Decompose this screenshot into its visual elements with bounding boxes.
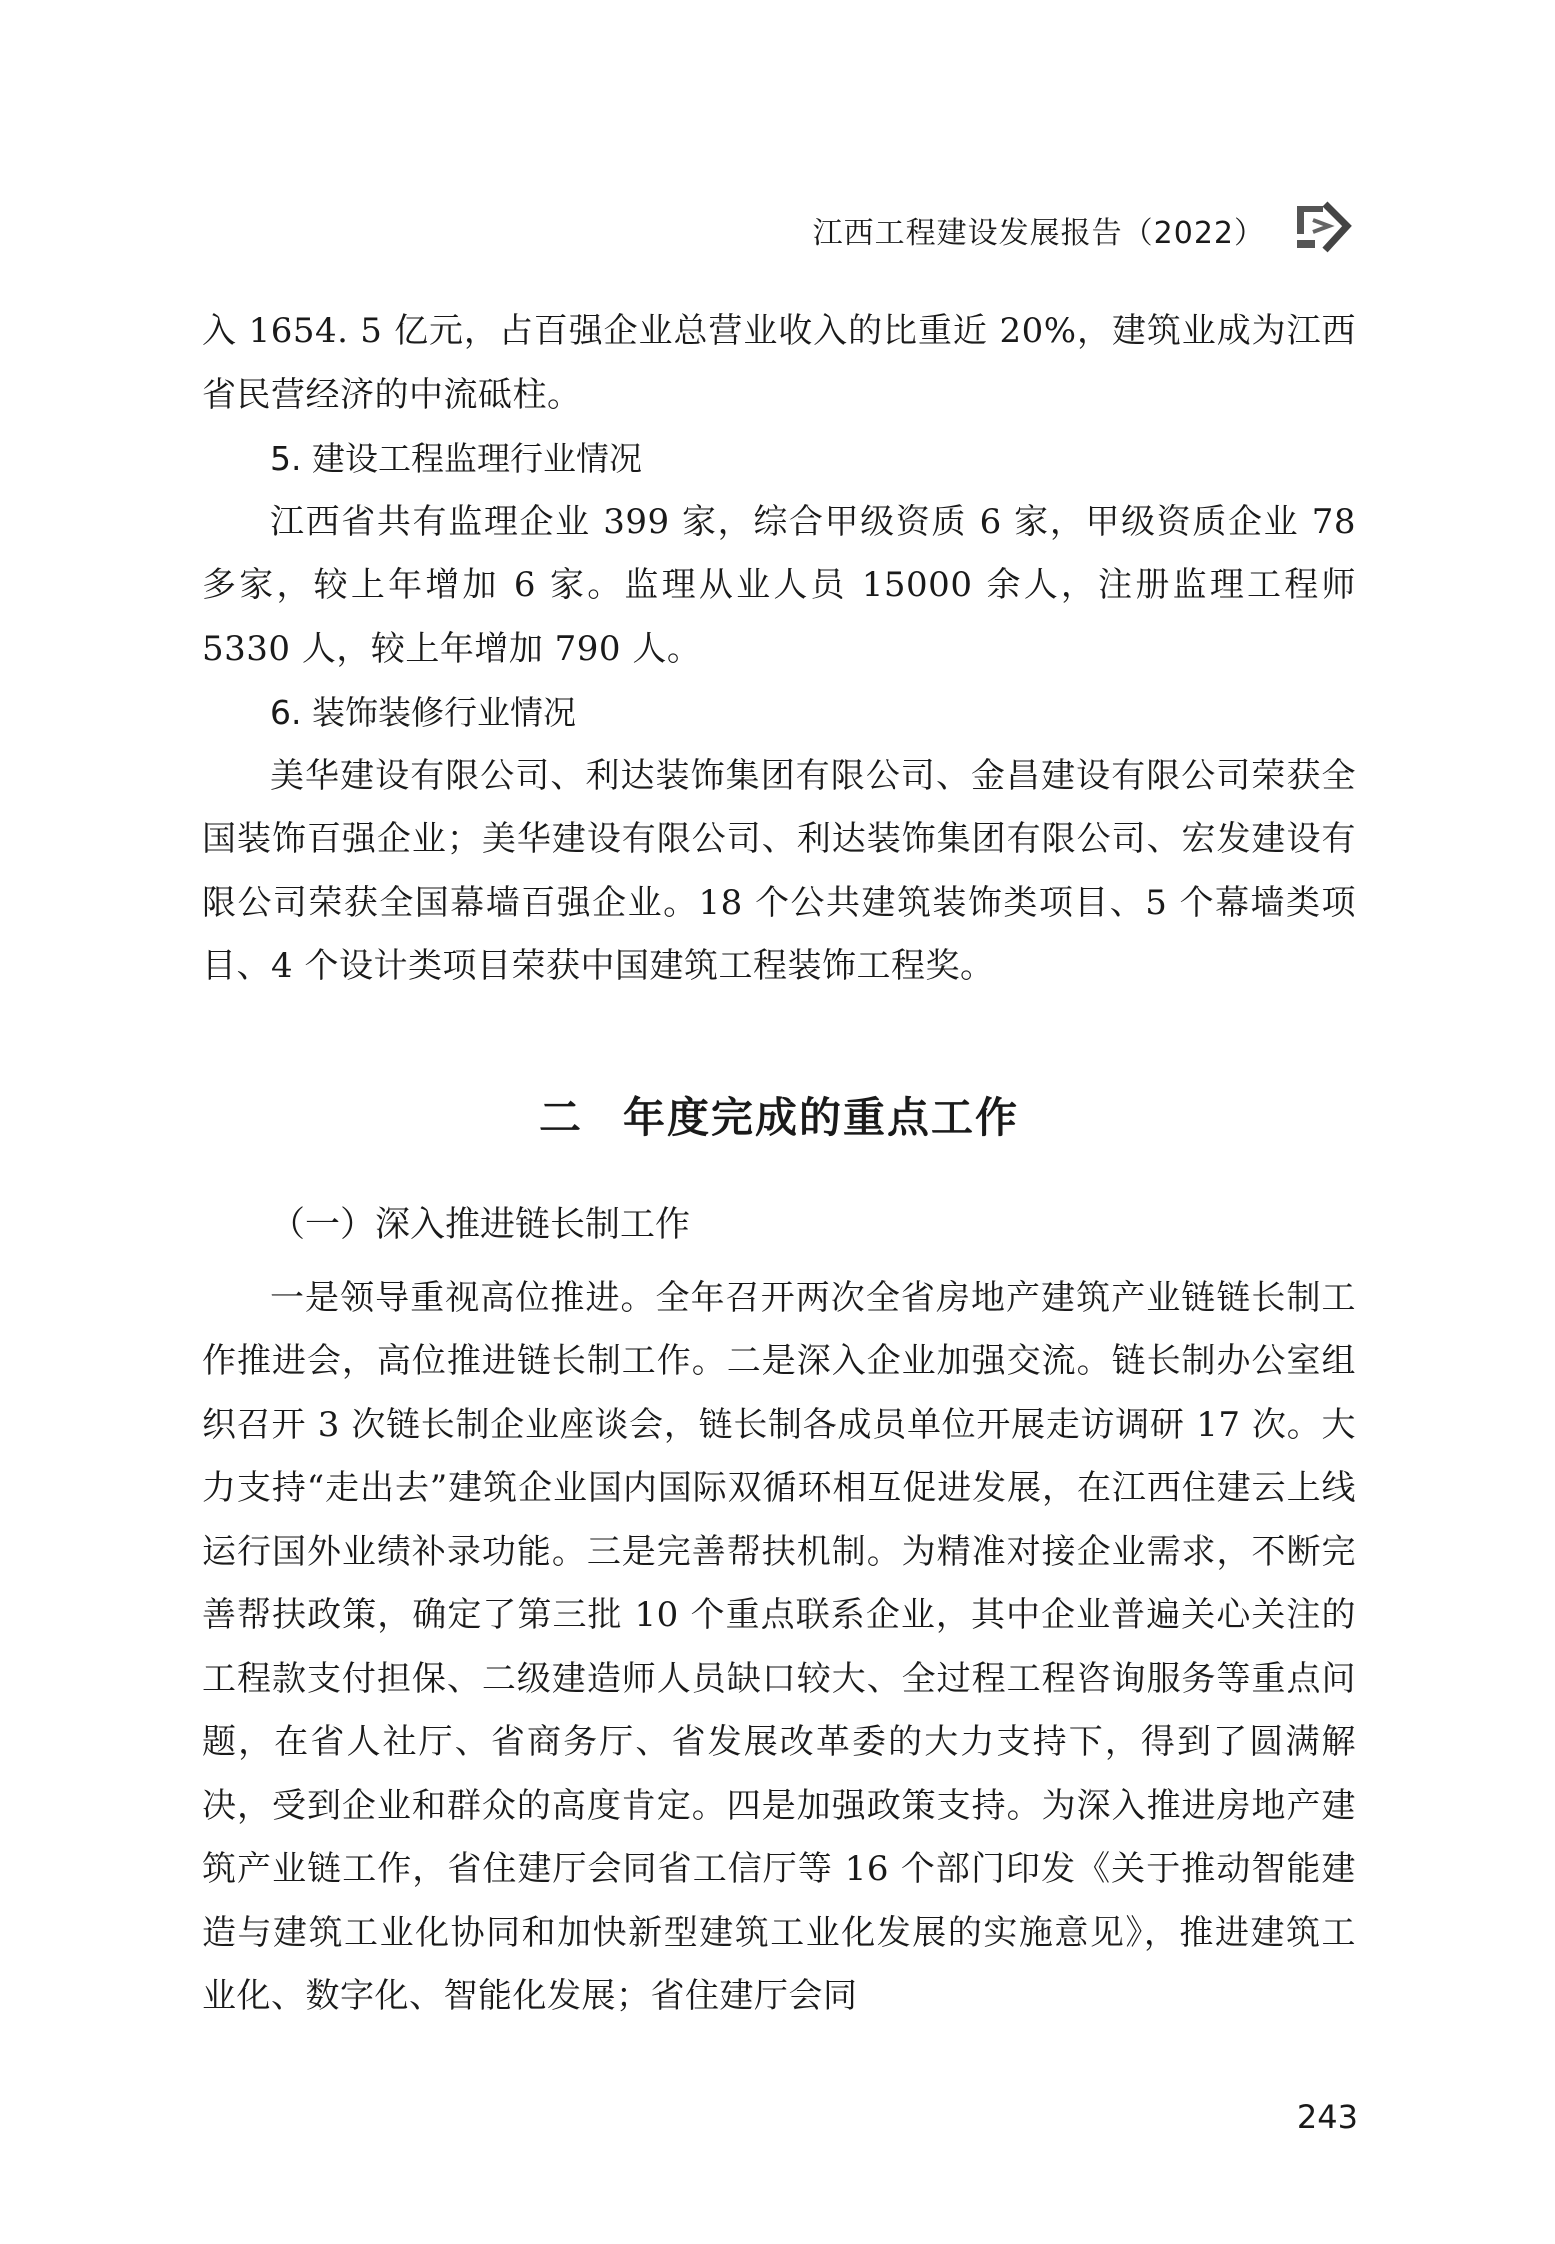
heading-supervision: 5. 建设工程监理行业情况	[270, 439, 642, 478]
section-title-text: 年度完成的重点工作	[623, 1092, 1020, 1142]
section-title	[202, 1085, 1356, 1145]
subsection-title: （一）深入推进链长制工作	[270, 1204, 691, 1245]
paragraph-decoration: 美华建设有限公司、利达装饰集团有限公司、金昌建设有限公司荣获全国装饰百强企业；美华建设有限公司、利达装饰集团有限公司、宏发建设有限公司荣获全国幕墙百强企业。18 个公共建筑装饰类项目、5 个幕墙类项目、4 个设计类项目荣获中国建筑工程装饰工程奖。	[202, 755, 1356, 986]
page-header	[0, 200, 1555, 260]
running-title: 江西工程建设发展报告（2022）	[812, 216, 1265, 251]
page-number: 243	[1296, 2098, 1358, 2136]
paragraph-revenue: 入 1654. 5 亿元，占百强企业总营业收入的比重近 20%，建筑业成为江西省民营经济的中流砥柱。	[202, 311, 1356, 415]
paragraph-chain-system: 一是领导重视高位推进。全年召开两次全省房地产建筑产业链链长制工作推进会，高位推进链长制工作。二是深入企业加强交流。链长制办公室组织召开 3 次链长制企业座谈会，链长制各成员单位开展走访调研 17 次。大力支持“走出去”建筑企业国内国际双循环相互促进发展，在江西住建云上线运行国外业绩补录功能。三是完善帮扶机制。为精准对接企业需求，不断完善帮扶政策，确定了第三批 10 个重点联系企业，其中企业普遍关心关注的工程款支付担保、二级建造师人员缺口较大、全过程工程咨询服务等重点问题，在省人社厅、省商务厅、省发展改革委的大力支持下，得到了圆满解决，受到企业和群众的高度肯定。四是加强政策支持。为深入推进房地产建筑产业链工作，省住建厅会同省工信厅等 16 个部门印发《关于推动智能建造与建筑工业化协同和加快新型建筑工业化发展的实施意见》，推进建筑工业化、数字化、智能化发展；省住建厅会同	[202, 1277, 1356, 2016]
paragraph-supervision: 江西省共有监理企业 399 家，综合甲级资质 6 家，甲级资质企业 78 多家，较上年增加 6 家。监理从业人员 15000 余人，注册监理工程师 5330 人，较上年增加 790 人。	[202, 501, 1356, 669]
section-number: 二	[538, 1092, 583, 1142]
book-logo-icon	[1295, 200, 1361, 254]
page-content	[202, 300, 1356, 2029]
heading-decoration: 6. 装饰装修行业情况	[270, 693, 576, 732]
